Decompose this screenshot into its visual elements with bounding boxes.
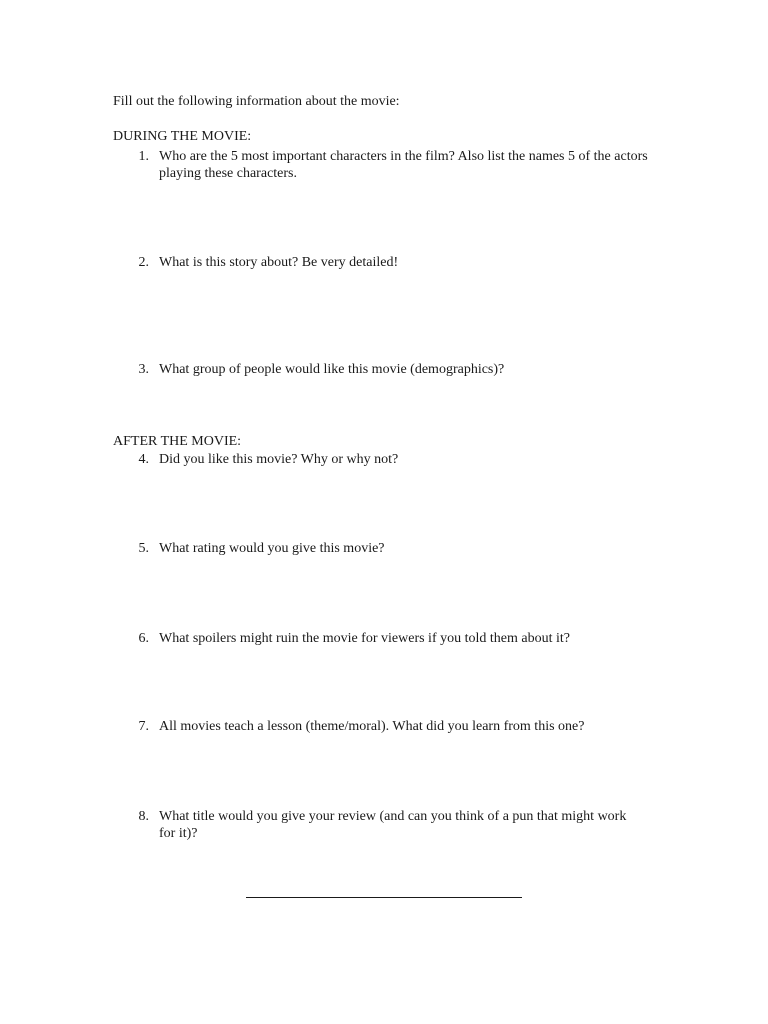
- question-number: 6.: [138, 631, 149, 646]
- answer-line[interactable]: [246, 897, 522, 898]
- question-number: 2.: [138, 255, 149, 270]
- question-text: What group of people would like this movie (demographics)?: [159, 362, 505, 377]
- question-number: 8.: [138, 809, 149, 824]
- question-number: 5.: [138, 541, 149, 556]
- question-text: What is this story about? Be very detailed!: [159, 255, 399, 270]
- after-heading: AFTER THE MOVIE:: [113, 434, 242, 449]
- question-text: What rating would you give this movie?: [159, 541, 385, 556]
- intro-text: Fill out the following information about the movie:: [113, 94, 400, 109]
- question-number: 3.: [138, 362, 149, 377]
- question-text: What spoilers might ruin the movie for viewers if you told them about it?: [159, 631, 570, 646]
- question-text: Did you like this movie? Why or why not?: [159, 452, 399, 467]
- question-number: 4.: [138, 452, 149, 467]
- question-number: 7.: [138, 719, 149, 734]
- question-number: 1.: [138, 149, 149, 164]
- question-text: What title would you give your review (and can you think of a pun that might work for it)?: [159, 809, 627, 841]
- during-heading: DURING THE MOVIE:: [113, 129, 252, 144]
- question-text: Who are the 5 most important characters in the film? Also list the names 5 of the actors playing these characters.: [159, 149, 648, 181]
- question-text: All movies teach a lesson (theme/moral). What did you learn from this one?: [159, 719, 585, 734]
